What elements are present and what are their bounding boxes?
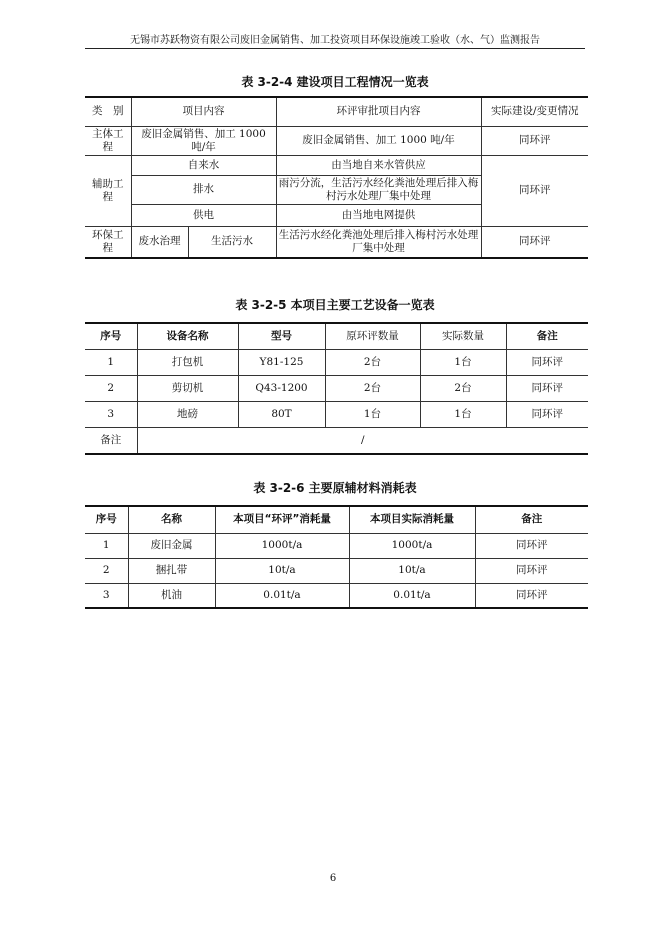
aux-content-power: 供电 [131, 204, 276, 226]
table-row [85, 375, 588, 401]
aux-approved-drainage: 雨污分流，生活污水经化粪池处理后排入梅村污水处理厂集中处理 [276, 175, 481, 204]
main-approved: 废旧金属销售、加工 1000 吨/年 [276, 126, 481, 155]
header-actual: 实际建设/变更情况 [481, 97, 588, 126]
env-approved: 生活污水经化粪池处理后排入梅村污水处理厂集中处理 [276, 226, 481, 258]
header-name: 名称 [128, 506, 215, 533]
aux-actual: 同环评 [481, 155, 588, 226]
table1-caption: 表 3-2-4 建设项目工程情况一览表 [241, 75, 429, 89]
cell-no: 3 [85, 583, 128, 608]
header-eia-consumption: 本项目“环评”消耗量 [215, 506, 349, 533]
cell-original-qty: 2台 [325, 375, 420, 401]
table-row [85, 558, 588, 583]
table-row [85, 126, 588, 155]
header-original-qty: 原环评数量 [325, 323, 420, 349]
cell-name: 机油 [128, 583, 215, 608]
aux-content-water: 自来水 [131, 155, 276, 175]
cell-eia-consumption: 10t/a [215, 558, 349, 583]
table-row [85, 427, 588, 454]
aux-approved-power: 由当地电网提供 [276, 204, 481, 226]
cell-remark: 同环评 [475, 583, 588, 608]
table-row [85, 349, 588, 375]
page-number: 6 [329, 873, 337, 884]
cell-actual-qty: 1台 [420, 401, 506, 427]
aux-category: 辅助工程 [85, 155, 131, 226]
main-category: 主体工程 [85, 126, 131, 155]
cell-model: 80T [238, 401, 325, 427]
cell-remark: 同环评 [506, 349, 588, 375]
cell-original-qty: 2台 [325, 349, 420, 375]
cell-remark: 同环评 [506, 401, 588, 427]
table-header-row [85, 323, 588, 349]
env-sub: 废水治理 [131, 226, 188, 258]
table-row [85, 583, 588, 608]
cell-remark: 同环评 [475, 533, 588, 558]
header-category: 类 别 [85, 97, 131, 126]
table-row [85, 533, 588, 558]
header-actual-qty: 实际数量 [420, 323, 506, 349]
env-category: 环保工程 [85, 226, 131, 258]
materials-table [85, 505, 588, 609]
equipment-table [85, 322, 588, 455]
main-content: 废旧金属销售、加工 1000 吨/年 [131, 126, 276, 155]
cell-no: 2 [85, 558, 128, 583]
cell-equipment: 打包机 [137, 349, 238, 375]
header-no: 序号 [85, 506, 128, 533]
table-row [85, 155, 588, 175]
aux-approved-water: 由当地自来水管供应 [276, 155, 481, 175]
cell-no: 1 [85, 349, 137, 375]
cell-model: Q43-1200 [238, 375, 325, 401]
project-overview-table [85, 96, 588, 259]
header-no: 序号 [85, 323, 137, 349]
note-value: / [137, 427, 588, 454]
cell-remark: 同环评 [475, 558, 588, 583]
table-header-row [85, 97, 588, 126]
cell-eia-consumption: 0.01t/a [215, 583, 349, 608]
table3-caption: 表 3-2-6 主要原辅材料消耗表 [253, 481, 417, 495]
table-row [85, 226, 588, 258]
env-actual: 同环评 [481, 226, 588, 258]
table-header-row [85, 506, 588, 533]
header-content: 项目内容 [131, 97, 276, 126]
header-equipment: 设备名称 [137, 323, 238, 349]
cell-no: 1 [85, 533, 128, 558]
cell-original-qty: 1台 [325, 401, 420, 427]
cell-actual-qty: 2台 [420, 375, 506, 401]
cell-equipment: 剪切机 [137, 375, 238, 401]
report-header: 无锡市苏跃物资有限公司废旧金属销售、加工投资项目环保设施竣工验收（水、气）监测报告 [130, 35, 540, 46]
aux-content-drainage: 排水 [131, 175, 276, 204]
env-content: 生活污水 [188, 226, 276, 258]
header-rule [85, 48, 585, 49]
cell-actual-consumption: 1000t/a [349, 533, 475, 558]
cell-no: 3 [85, 401, 137, 427]
header-remark: 备注 [475, 506, 588, 533]
table-row [85, 401, 588, 427]
header-model: 型号 [238, 323, 325, 349]
cell-actual-consumption: 10t/a [349, 558, 475, 583]
cell-name: 捆扎带 [128, 558, 215, 583]
header-actual-consumption: 本项目实际消耗量 [349, 506, 475, 533]
cell-eia-consumption: 1000t/a [215, 533, 349, 558]
cell-no: 2 [85, 375, 137, 401]
cell-remark: 同环评 [506, 375, 588, 401]
cell-model: Y81-125 [238, 349, 325, 375]
cell-actual-qty: 1台 [420, 349, 506, 375]
header-approved: 环评审批项目内容 [276, 97, 481, 126]
table2-caption: 表 3-2-5 本项目主要工艺设备一览表 [235, 298, 435, 312]
cell-actual-consumption: 0.01t/a [349, 583, 475, 608]
main-actual: 同环评 [481, 126, 588, 155]
note-label: 备注 [85, 427, 137, 454]
header-remark: 备注 [506, 323, 588, 349]
cell-equipment: 地磅 [137, 401, 238, 427]
cell-name: 废旧金属 [128, 533, 215, 558]
